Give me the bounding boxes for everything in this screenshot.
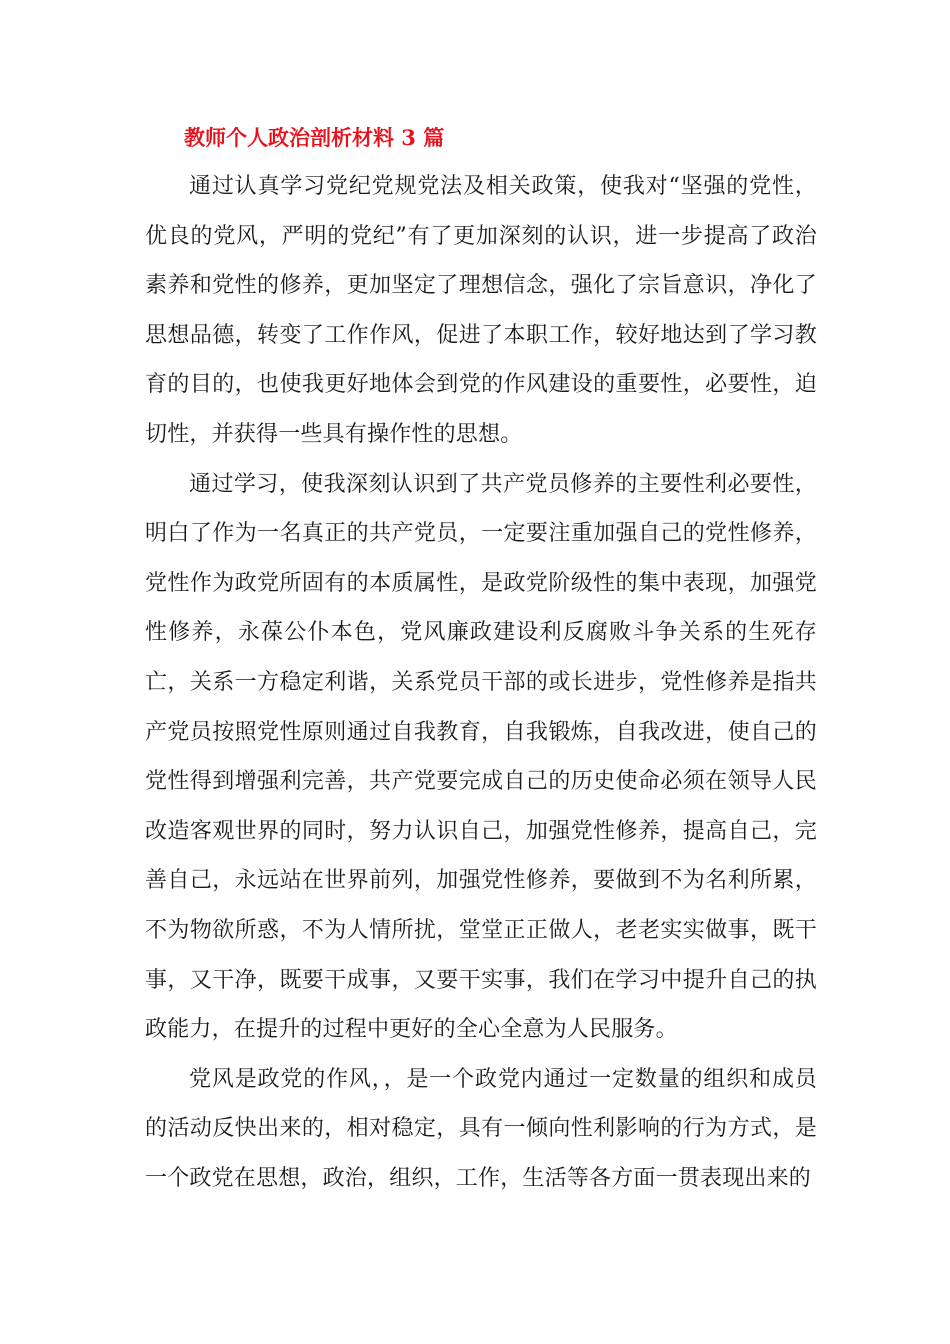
paragraph: 党风是政党的作风，，是一个政党内通过一定数量的组织和成员的活动反快出来的，相对稳定，具有一倾向性利影响的行为方式，是一个政党在思想，政治，组织，工作，生活等各方面一贯表现出来的 (145, 1066, 817, 1191)
document-body (145, 162, 817, 1203)
paragraph: 通过学习，使我深刻认识到了共产党员修养的主要性利必要性，明白了作为一名真正的共产党员，一定要注重加强自己的党性修养，党性作为政党所固有的本质属性，是政党阶级性的集中表现，加强党性修养，永葆公仆本色，党风廉政建设利反腐败斗争关系的生死存亡，关系一方稳定利谐，关系党员干部的或长进步，党性修养是指共产党员按照党性原则通过自我教育，自我锻炼，自我改进，使自己的党性得到增强利完善，共产党要完成自己的历史使命必须在领导人民改造客观世界的同时，努力认识自己，加强党性修养，提高自己，完善自己，永远站在世界前列，加强党性修养，要做到不为名利所累，不为物欲所惑，不为人情所扰，堂堂正正做人，老老实实做事，既干事，又干净，既要干成事，又要干实事，我们在学习中提升自己的执政能力，在提升的过程中更好的全心全意为人民服务。 (145, 471, 817, 1043)
paragraph: 通过认真学习党纪党规党法及相关政策，使我对“坚强的党性，优良的党风，严明的党纪”有了更加深刻的认识，进一步提高了政治素养和党性的修养，更加坚定了理想信念，强化了宗旨意识，净化了思想品德，转变了工作作风，促进了本职工作，较好地达到了学习教育的目的，也使我更好地体会到党的作风建设的重要性，必要性，迫切性，并获得一些具有操作性的思想。 (145, 174, 817, 447)
document-title: 教师个人政治剖析材料 3 篇 (184, 125, 445, 150)
